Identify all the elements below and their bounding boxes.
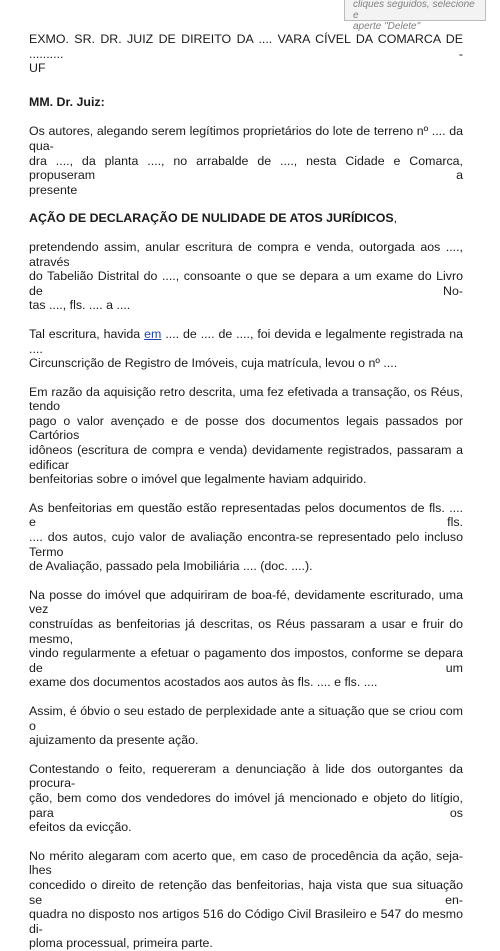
paragraph-6 <box>29 588 463 690</box>
p2-line3: tas ...., fls. .... a .... <box>29 298 131 313</box>
paragraph-5 <box>29 501 463 574</box>
p3-line1-post: .... de .... de ...., foi devida e legalmente registrada na .... <box>29 326 463 356</box>
p1-line2: dra ...., da planta ...., no arrabalde de ...., nesta Cidade e Comarca, propuseram a <box>29 153 463 183</box>
p2-line2: do Tabelião Distrital do ...., consoante o que se depara a um exame do Livro de No- <box>29 269 463 298</box>
p3-line1 <box>29 327 463 356</box>
action-title-text: AÇÃO DE DECLARAÇÃO DE NULIDADE DE ATOS JURÍDICOS <box>29 211 394 226</box>
p3-line1-pre: Tal escritura, havida <box>29 326 141 341</box>
p5-line1: As benfeitorias em questão estão representadas pelos documentos de fls. .... e fls. <box>29 500 463 530</box>
legal-document <box>29 0 463 951</box>
p9-line3: quadra no disposto nos artigos 516 do Código Civil Brasileiro e 547 do mesmo di- <box>29 907 463 936</box>
p6-line4: exame dos documentos acostados aos autos às fls. .... e fls. .... <box>29 675 378 690</box>
paragraph-9 <box>29 849 463 951</box>
p4-line1: Em razão da aquisição retro descrita, uma fez efetivada a transação, os Réus, tendo <box>29 384 463 414</box>
hint-tooltip-line2: aperte "Delete" <box>353 21 421 32</box>
p3-line2: Circunscrição de Registro de Imóveis, cuja matrícula, levou o nº .... <box>29 356 398 371</box>
paragraph-4 <box>29 385 463 487</box>
p3-em-link[interactable]: em <box>144 326 162 341</box>
p7-line1: Assim, é óbvio o seu estado de perplexidade ante a situação que se criou com o <box>29 703 463 733</box>
paragraph-1 <box>29 124 463 197</box>
p8-line3: efeitos da evicção. <box>29 820 132 835</box>
p6-line2: construídas as benfeitorias já descritas, os Réus passaram a usar e fruir do mesmo, <box>29 617 463 646</box>
paragraph-7 <box>29 704 463 748</box>
p5-line3: de Avaliação, passado pela Imobiliária .... (doc. ....). <box>29 559 313 574</box>
p7-line2: ajuizamento da presente ação. <box>29 733 199 748</box>
p8-line2: ção, bem como dos vendedores do imóvel já mencionado e objeto do litígio, para os <box>29 790 463 820</box>
action-title-suffix: , <box>393 211 398 226</box>
paragraph-3 <box>29 327 463 371</box>
document-header <box>29 32 463 76</box>
p4-line3: idôneos (escritura de compra e venda) devidamente registrados, passaram a edificar <box>29 443 463 472</box>
header-line2: UF <box>29 61 46 76</box>
paragraph-2 <box>29 240 463 313</box>
p4-line4: benfeitorias sobre o imóvel que legalmente haviam adquirido. <box>29 472 367 487</box>
p6-line1: Na posse do imóvel que adquiriram de boa-fé, devidamente escriturado, uma vez <box>29 587 463 617</box>
hint-tooltip-line1: cliques seguidos, selecione e <box>353 0 475 21</box>
p5-line2: .... dos autos, cujo valor de avaliação encontra-se representado pelo incluso Termo <box>29 530 463 559</box>
p9-line4: ploma processual, primeira parte. <box>29 936 213 951</box>
p1-line3: presente <box>29 182 78 197</box>
p6-line3: vindo regularmente a efetuar o pagamento dos impostos, conforme se depara de um <box>29 646 463 675</box>
p4-line2: pago o valor avençado e de posse dos documentos legais passados por Cartórios <box>29 413 463 443</box>
p9-line1: No mérito alegaram com acerto que, em caso de procedência da ação, seja-lhes <box>29 848 463 878</box>
p8-line1: Contestando o feito, requereram a denunciação à lide dos outorgantes da procura- <box>29 761 463 791</box>
p2-line1: pretendendo assim, anular escritura de compra e venda, outorgada aos ...., através <box>29 239 463 269</box>
p1-line1: Os autores, alegando serem legítimos proprietários do lote de terreno nº .... da qua- <box>29 124 463 153</box>
salutation: MM. Dr. Juiz: <box>29 94 105 109</box>
paragraph-8 <box>29 762 463 835</box>
p9-line2: concedido o direito de retenção das benfeitorias, haja vista que sua situação se en- <box>29 877 463 907</box>
header-line1: EXMO. SR. DR. JUIZ DE DIREITO DA .... VARA CÍVEL DA COMARCA DE .......... - <box>29 32 463 61</box>
action-title <box>29 211 463 226</box>
